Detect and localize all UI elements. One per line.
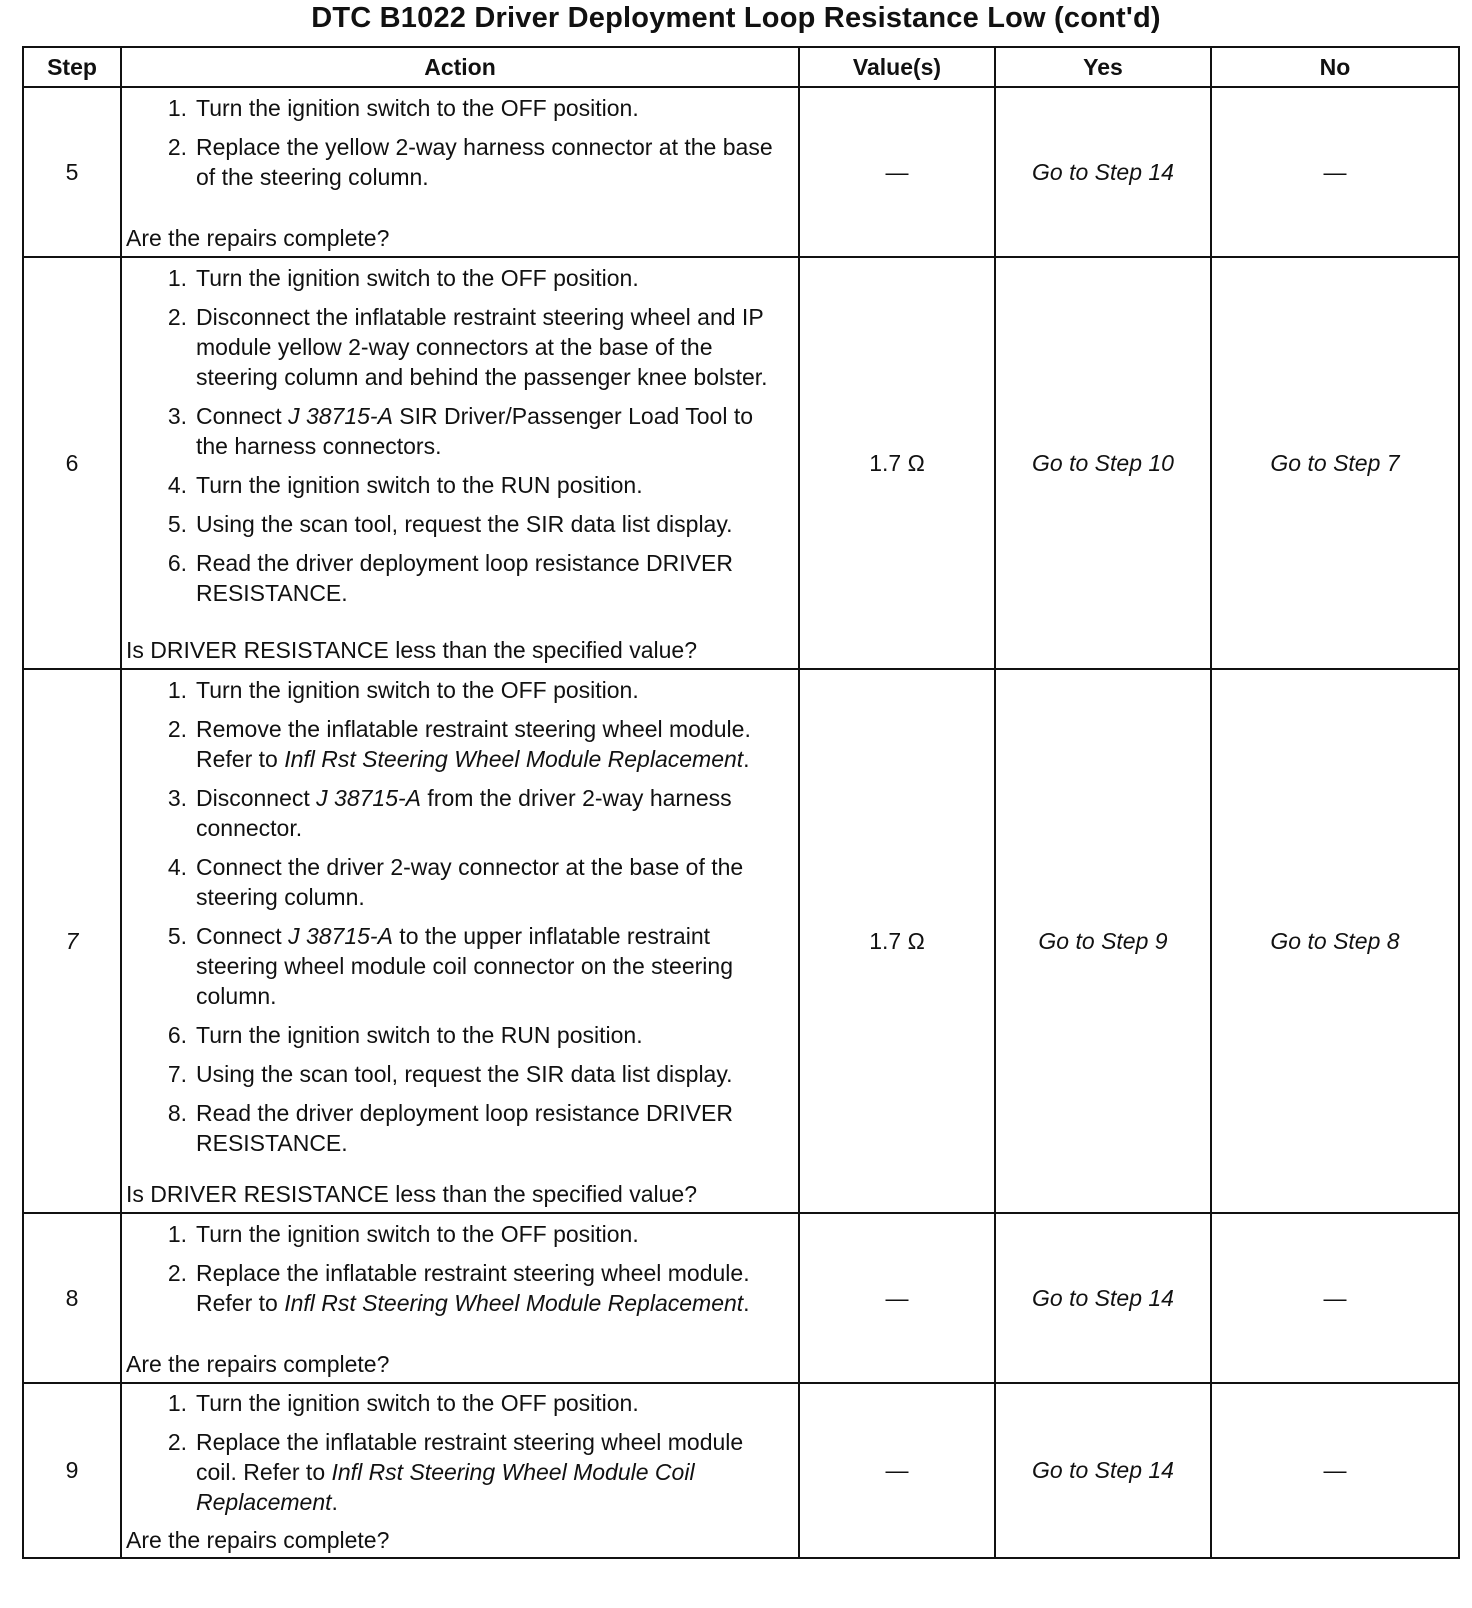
action-text: to the upper inflatable restraint steering wheel module coil connector on the steering column. [196,923,733,1009]
action-item-text [196,548,786,608]
action-text: Replace the yellow 2-way harness connector at the base of the steering column. [196,134,773,190]
header-action: Action [121,47,799,87]
action-item [150,470,786,500]
action-reference: Infl Rst Steering Wheel Module Coil Replacement [196,1459,695,1515]
action-item [150,302,786,392]
action-text: Using the scan tool, request the SIR data list display. [196,511,733,537]
action-reference: J 38715-A [288,403,393,429]
action-item-number: 1. [167,265,187,291]
no-cell: Go to Step 7 [1211,257,1459,669]
table-row [23,87,1459,257]
action-item-text [196,1258,786,1318]
header-row [23,47,1459,87]
action-cell [121,87,799,257]
action-item-text [196,783,786,843]
action-item [150,921,786,1011]
page-title: DTC B1022 Driver Deployment Loop Resistance Low (cont'd) [311,2,1161,34]
table-row [23,1383,1459,1558]
action-text: Remove the inflatable restraint steering wheel module. Refer to [196,716,751,772]
action-text: Turn the ignition switch to the RUN position. [196,1022,643,1048]
action-list [122,89,798,201]
action-item-text [196,1219,786,1249]
action-item-text [196,263,786,293]
diagnostic-table [22,46,1460,1559]
action-text: Turn the ignition switch to the OFF position. [196,1221,639,1247]
action-text: SIR Driver/Passenger Load Tool to the harness connectors. [196,403,754,459]
yes-cell: Go to Step 9 [995,669,1211,1213]
action-text: . [743,1290,750,1316]
action-text: Replace the inflatable restraint steering wheel module coil. Refer to [196,1429,744,1485]
action-question: Are the repairs complete? [126,1351,390,1377]
action-item [150,401,786,461]
value-cell: — [799,1383,995,1558]
action-question: Are the repairs complete? [126,1527,390,1553]
action-text: . [331,1489,338,1515]
action-list [122,671,798,1167]
action-item-text [196,470,786,500]
action-question: Are the repairs complete? [126,225,390,251]
action-item-number: 4. [167,854,187,880]
step-number: 5 [23,87,121,257]
action-item-number: 3. [167,403,187,429]
action-list [122,259,798,617]
action-item-number: 2. [167,716,187,742]
action-text: Read the driver deployment loop resistance DRIVER RESISTANCE. [196,550,733,606]
action-text: . [743,746,750,772]
no-cell: Go to Step 8 [1211,669,1459,1213]
action-item-number: 2. [167,1429,187,1455]
value-cell: 1.7 Ω [799,257,995,669]
action-list [122,1215,798,1327]
action-item-text [196,1020,786,1050]
action-item-text [196,1059,786,1089]
action-reference: J 38715-A [288,923,393,949]
action-text: Turn the ignition switch to the RUN position. [196,472,643,498]
action-item [150,1059,786,1089]
action-item-number: 6. [167,1022,187,1048]
action-item-text [196,132,786,192]
action-text: Turn the ignition switch to the OFF position. [196,677,639,703]
action-item [150,783,786,843]
action-item-text [196,401,786,461]
action-item [150,132,786,192]
action-item [150,548,786,608]
yes-cell: Go to Step 14 [995,1383,1211,1558]
action-item [150,852,786,912]
action-item-text [196,921,786,1011]
action-text: Replace the inflatable restraint steering wheel module. Refer to [196,1260,750,1316]
action-item [150,1427,786,1517]
table-row [23,257,1459,669]
action-item-number: 1. [167,1390,187,1416]
action-item-number: 1. [167,677,187,703]
action-item-text [196,509,786,539]
action-item [150,509,786,539]
action-item-number: 2. [167,134,187,160]
action-cell [121,1383,799,1558]
action-text: Using the scan tool, request the SIR data list display. [196,1061,733,1087]
action-text: Connect [196,403,289,429]
action-item-number: 5. [167,923,187,949]
no-cell: — [1211,1213,1459,1383]
action-item-text [196,93,786,123]
action-list [122,1384,798,1526]
action-question: Is DRIVER RESISTANCE less than the specified value? [126,637,697,663]
action-text: Disconnect the inflatable restraint steering wheel and IP module yellow 2-way connectors at the base of the steering column and behind the passenger knee bolster. [196,304,768,390]
value-cell: 1.7 Ω [799,669,995,1213]
action-item-text [196,1388,786,1418]
value-cell: — [799,1213,995,1383]
action-item-number: 1. [167,1221,187,1247]
action-item-number: 8. [167,1100,187,1126]
header-step: Step [23,47,121,87]
action-text: Turn the ignition switch to the OFF position. [196,95,639,121]
yes-cell: Go to Step 14 [995,1213,1211,1383]
action-item [150,1219,786,1249]
yes-cell: Go to Step 10 [995,257,1211,669]
action-item-text [196,675,786,705]
no-cell: — [1211,1383,1459,1558]
action-item-text [196,1427,786,1517]
action-item [150,263,786,293]
header-yes: Yes [995,47,1211,87]
action-cell [121,257,799,669]
action-item [150,93,786,123]
action-item-text [196,302,786,392]
action-item [150,675,786,705]
action-item-number: 7. [167,1061,187,1087]
action-reference: Infl Rst Steering Wheel Module Replacement [284,1290,744,1316]
step-number: 6 [23,257,121,669]
header-values: Value(s) [799,47,995,87]
action-item-number: 2. [167,304,187,330]
action-item-text [196,852,786,912]
action-text: Read the driver deployment loop resistance DRIVER RESISTANCE. [196,1100,733,1156]
action-item [150,1020,786,1050]
action-item [150,1098,786,1158]
action-item-number: 2. [167,1260,187,1286]
action-item [150,714,786,774]
action-cell [121,1213,799,1383]
step-number: 7 [23,669,121,1213]
no-cell: — [1211,87,1459,257]
action-item-text [196,1098,786,1158]
header-no: No [1211,47,1459,87]
action-text: Disconnect [196,785,317,811]
action-item-text [196,714,786,774]
step-number: 8 [23,1213,121,1383]
action-item [150,1258,786,1318]
step-number: 9 [23,1383,121,1558]
yes-cell: Go to Step 14 [995,87,1211,257]
action-cell [121,669,799,1213]
action-text: Turn the ignition switch to the OFF position. [196,265,639,291]
action-item-number: 4. [167,472,187,498]
value-cell: — [799,87,995,257]
action-reference: Infl Rst Steering Wheel Module Replacement [284,746,744,772]
table-row [23,1213,1459,1383]
action-item-number: 1. [167,95,187,121]
action-text: Connect [196,923,289,949]
action-item-number: 3. [167,785,187,811]
action-question: Is DRIVER RESISTANCE less than the specified value? [126,1181,697,1207]
table-row [23,669,1459,1213]
action-item [150,1388,786,1418]
action-item-number: 5. [167,511,187,537]
action-item-number: 6. [167,550,187,576]
action-reference: J 38715-A [316,785,422,811]
action-text: Turn the ignition switch to the OFF position. [196,1390,639,1416]
action-text: from the driver 2-way harness connector. [196,785,732,841]
action-text: Connect the driver 2-way connector at the base of the steering column. [196,854,744,910]
